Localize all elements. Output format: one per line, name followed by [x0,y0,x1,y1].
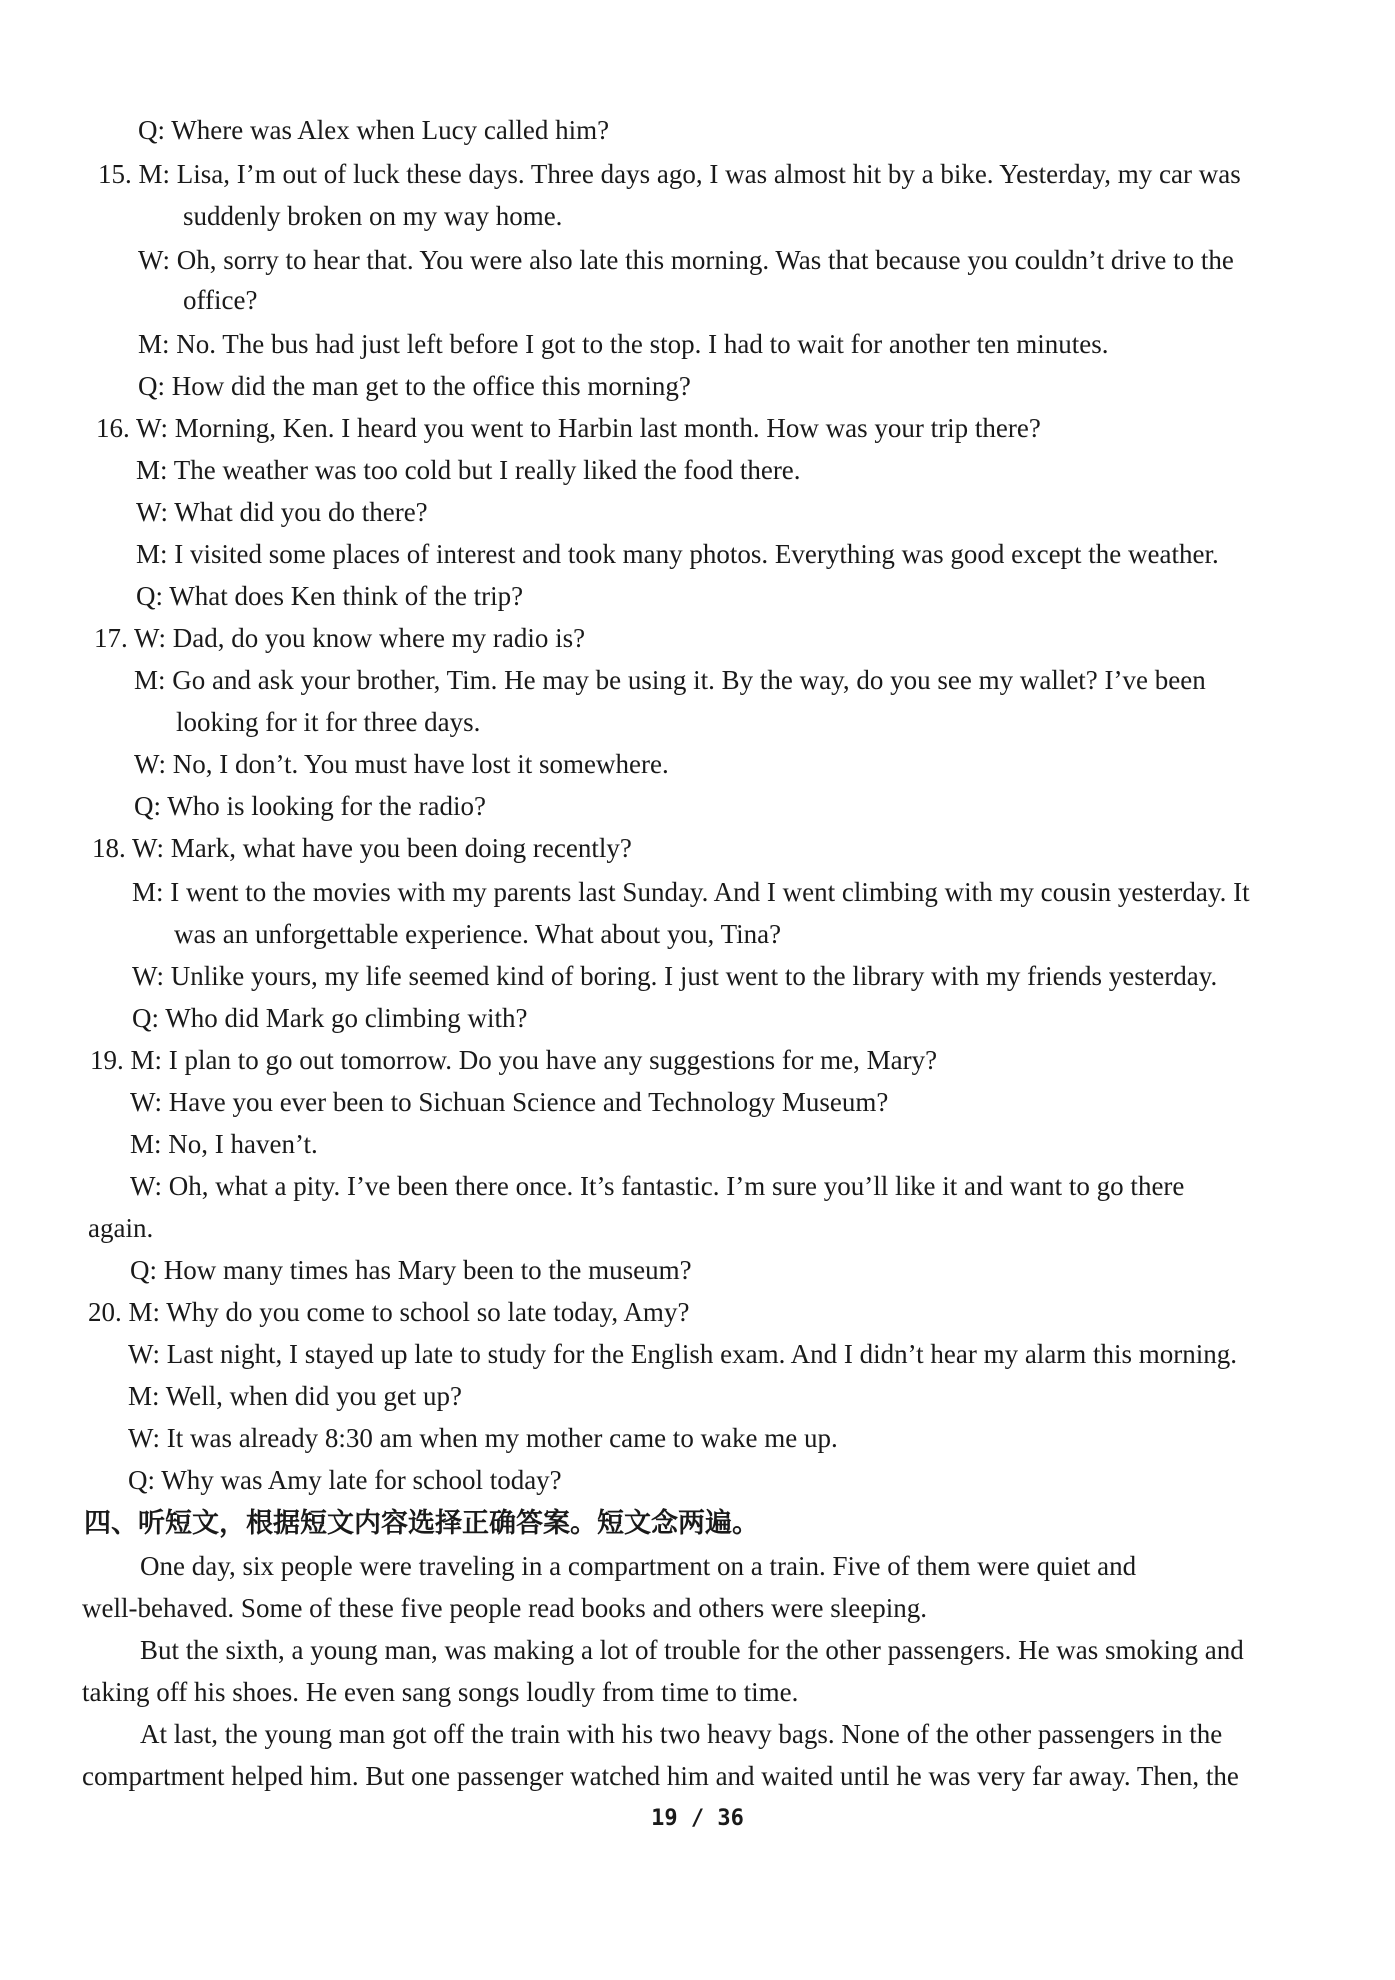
transcript-line: W: Oh, what a pity. I’ve been there once. It’s fantastic. I’m sure you’ll like it and want to go there [130,1171,1185,1201]
transcript-line: Q: Who is looking for the radio? [134,791,486,821]
transcript-line: M: No, I haven’t. [130,1129,318,1159]
transcript-line: M: I visited some places of interest and took many photos. Everything was good except the weather. [136,539,1219,569]
transcript-line: suddenly broken on my way home. [183,201,563,231]
transcript-line: M: Well, when did you get up? [128,1381,463,1411]
section-heading: 四、听短文，根据短文内容选择正确答案。短文念两遍。 [84,1508,759,1539]
transcript-line: W: Unlike yours, my life seemed kind of boring. I just went to the library with my friends yesterday. [132,961,1218,991]
transcript-line: Q: How many times has Mary been to the museum? [130,1255,692,1285]
passage-line: But the sixth, a young man, was making a lot of trouble for the other passengers. He was smoking and [140,1635,1244,1665]
passage-line: compartment helped him. But one passenger watched him and waited until he was very far away. Then, the [82,1761,1239,1791]
transcript-line: was an unforgettable experience. What about you, Tina? [174,919,782,949]
transcript-line: W: Last night, I stayed up late to study for the English exam. And I didn’t hear my alarm this morning. [128,1339,1238,1369]
transcript-line: W: What did you do there? [136,497,428,527]
transcript-line: M: I went to the movies with my parents last Sunday. And I went climbing with my cousin yesterday. It [132,877,1250,907]
passage-line: At last, the young man got off the train with his two heavy bags. None of the other passengers in the [140,1719,1223,1749]
transcript-line: 17. W: Dad, do you know where my radio is? [94,623,586,653]
transcript-line: W: No, I don’t. You must have lost it somewhere. [134,749,669,779]
transcript-line: W: Oh, sorry to hear that. You were also late this morning. Was that because you couldn’t drive to the [138,245,1234,275]
transcript-line: Q: Where was Alex when Lucy called him? [138,115,610,145]
transcript-line: looking for it for three days. [176,707,481,737]
transcript-line: Q: How did the man get to the office this morning? [138,371,691,401]
transcript-line: again. [88,1213,154,1243]
transcript-line: Q: What does Ken think of the trip? [136,581,524,611]
transcript-line: M: No. The bus had just left before I got to the stop. I had to wait for another ten minutes. [138,329,1109,359]
page-number: 19 / 36 [651,1806,744,1831]
transcript-line: Q: Why was Amy late for school today? [128,1465,562,1495]
transcript-line: Q: Who did Mark go climbing with? [132,1003,528,1033]
transcript-line: M: The weather was too cold but I really liked the food there. [136,455,801,485]
transcript-line: office? [183,285,258,315]
transcript-line: 18. W: Mark, what have you been doing recently? [92,833,632,863]
transcript-line: 20. M: Why do you come to school so late today, Amy? [88,1297,690,1327]
transcript-line: W: Have you ever been to Sichuan Science and Technology Museum? [130,1087,889,1117]
transcript-line: M: Go and ask your brother, Tim. He may be using it. By the way, do you see my wallet? I’ve been [134,665,1206,695]
passage-line: well-behaved. Some of these five people read books and others were sleeping. [82,1593,927,1623]
transcript-line: 15. M: Lisa, I’m out of luck these days. Three days ago, I was almost hit by a bike. Yesterday, my car was [98,159,1241,189]
transcript-line: 16. W: Morning, Ken. I heard you went to Harbin last month. How was your trip there? [96,413,1041,443]
transcript-line: 19. M: I plan to go out tomorrow. Do you have any suggestions for me, Mary? [90,1045,938,1075]
transcript-line: W: It was already 8:30 am when my mother came to wake me up. [128,1423,838,1453]
passage-line: taking off his shoes. He even sang songs loudly from time to time. [82,1677,799,1707]
passage-line: One day, six people were traveling in a compartment on a train. Five of them were quiet and [140,1551,1137,1581]
